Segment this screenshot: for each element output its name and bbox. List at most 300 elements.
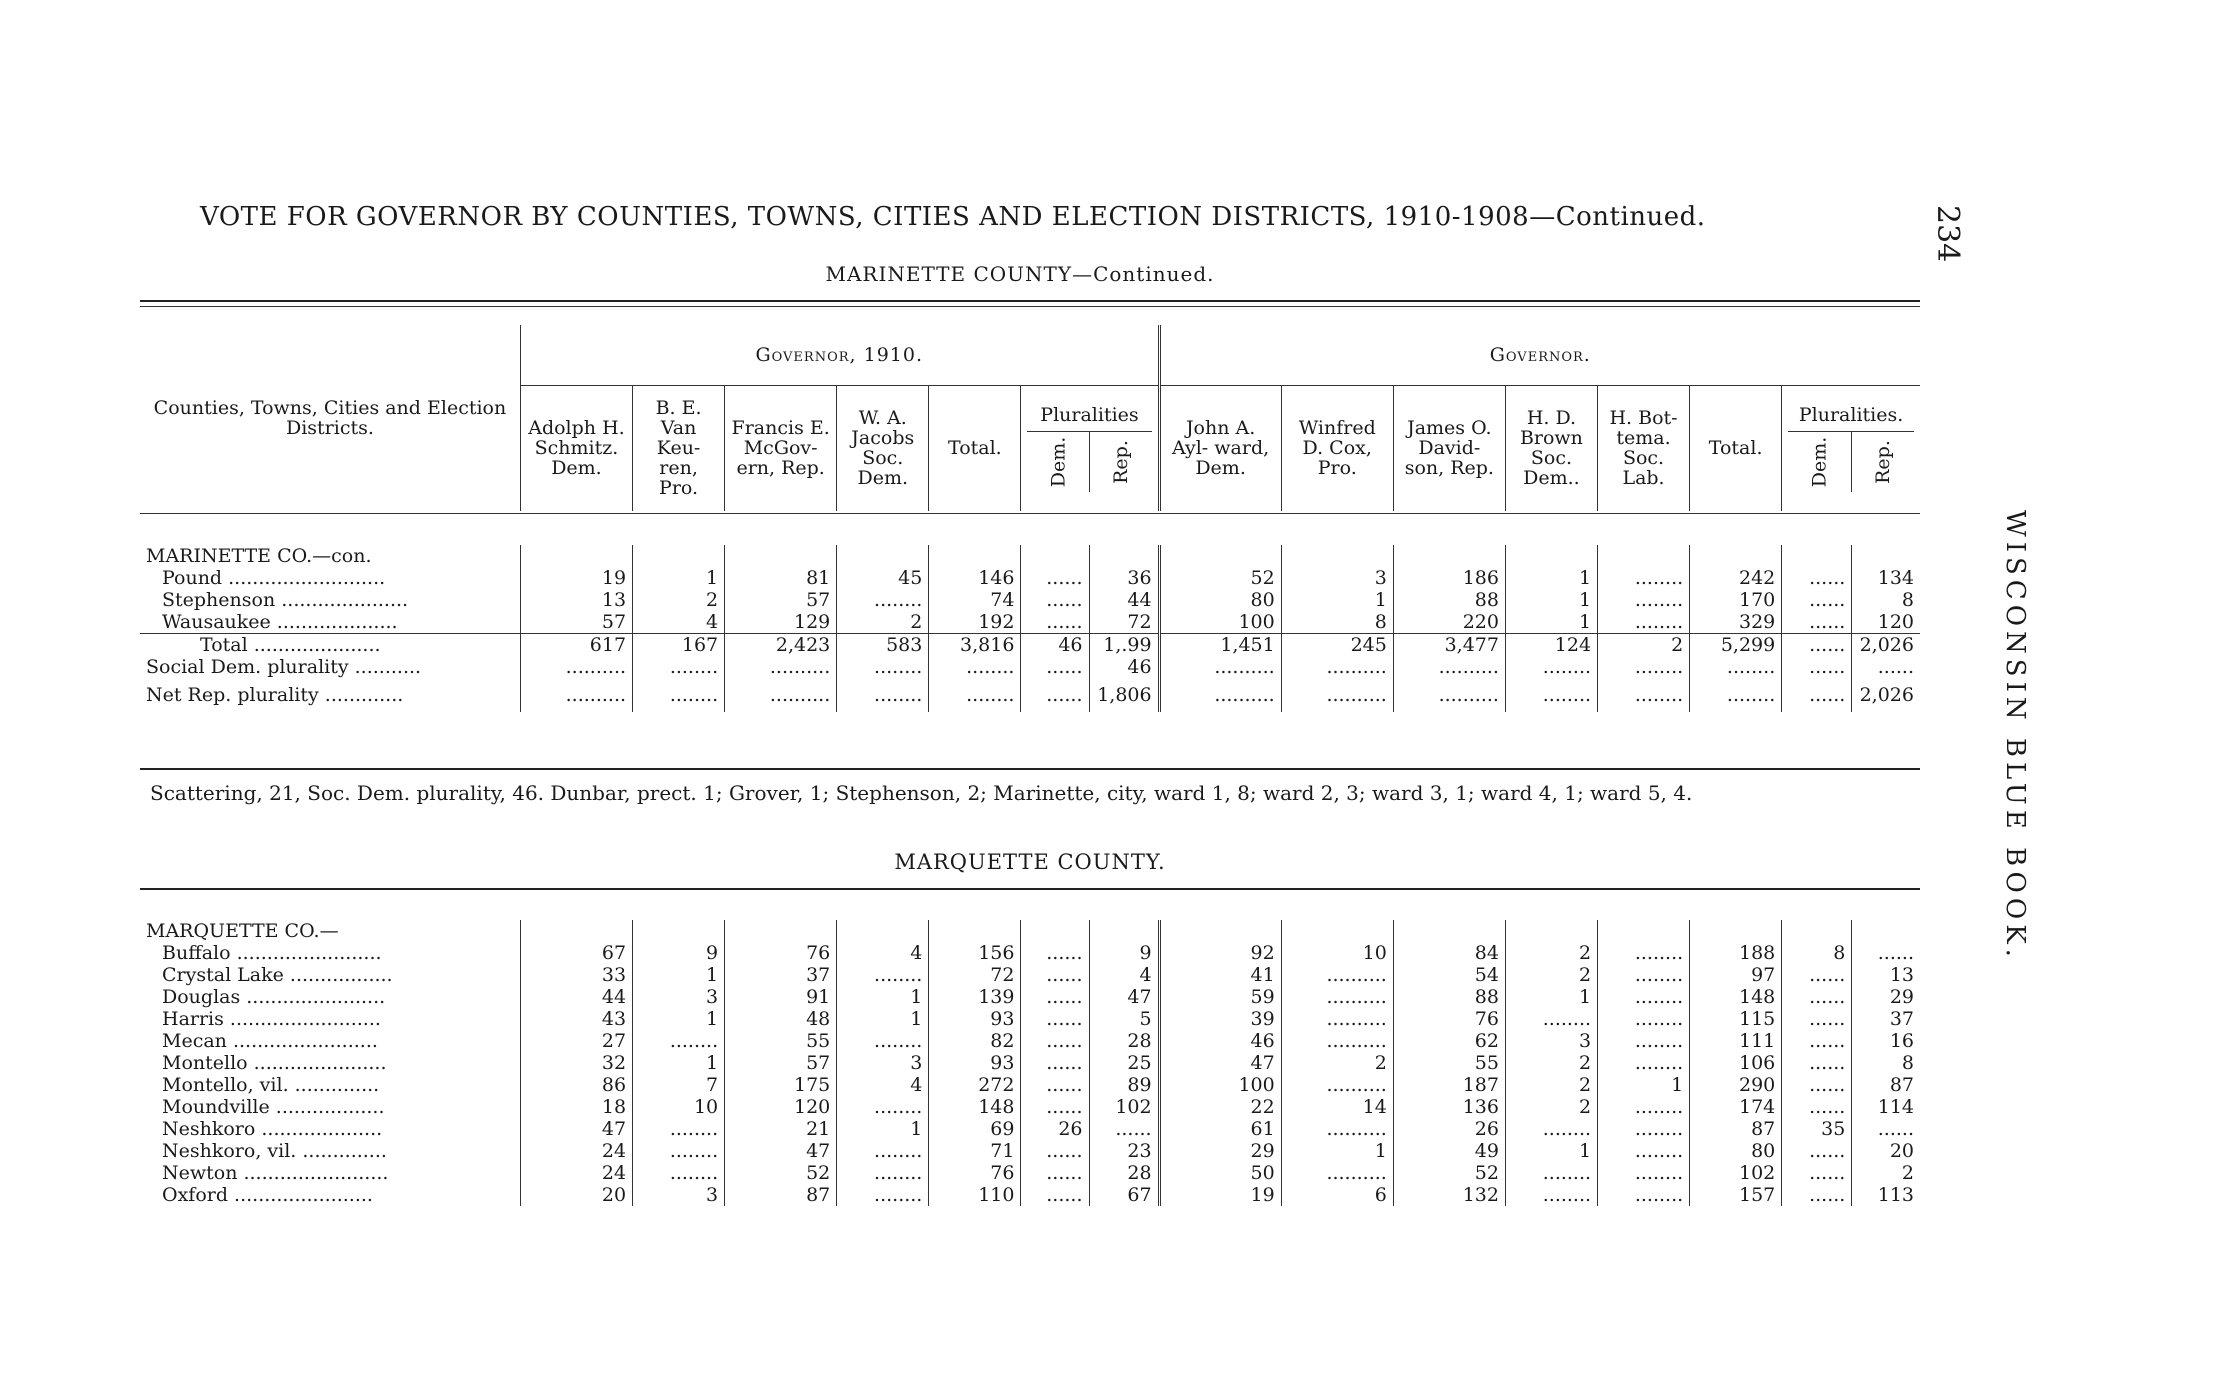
vote-cell: 47 bbox=[725, 1140, 837, 1162]
vote-cell: ........ bbox=[1690, 656, 1782, 678]
district-header: Counties, Towns, Cities and Election Districts. bbox=[153, 396, 507, 439]
vote-cell bbox=[837, 920, 929, 942]
vote-cell: 87 bbox=[725, 1184, 837, 1206]
vote-cell: 3,477 bbox=[1393, 634, 1505, 657]
vote-cell: .......... bbox=[1281, 986, 1393, 1008]
vote-cell: 4 bbox=[837, 1074, 929, 1096]
vote-cell: 48 bbox=[725, 1008, 837, 1030]
header-total-1908: Total. bbox=[1690, 386, 1782, 511]
vote-cell: 188 bbox=[1690, 942, 1782, 964]
vote-cell: ...... bbox=[1852, 656, 1920, 678]
vote-cell: 67 bbox=[520, 942, 632, 964]
header-schmitz: Adolph H. Schmitz. Dem. bbox=[520, 386, 632, 511]
vote-cell: 242 bbox=[1690, 567, 1782, 589]
vote-cell: 1 bbox=[1505, 589, 1597, 611]
vote-cell: 272 bbox=[929, 1074, 1021, 1096]
vote-cell: 120 bbox=[725, 1096, 837, 1118]
vote-cell: 10 bbox=[1281, 942, 1393, 964]
vote-cell: 37 bbox=[1852, 1008, 1920, 1030]
vote-cell: 8 bbox=[1852, 1052, 1920, 1074]
vote-cell bbox=[1505, 920, 1597, 942]
vote-cell: ...... bbox=[1021, 1052, 1089, 1074]
vote-cell: ...... bbox=[1782, 1074, 1852, 1096]
header-davidson: James O. David- son, Rep. bbox=[1393, 386, 1505, 511]
vote-cell: ........ bbox=[837, 1140, 929, 1162]
vote-cell: 3 bbox=[1281, 567, 1393, 589]
vote-cell: 1 bbox=[837, 1008, 929, 1030]
vote-cell bbox=[1598, 545, 1690, 567]
vote-cell: 80 bbox=[1690, 1140, 1782, 1162]
vote-cell: ...... bbox=[1782, 656, 1852, 678]
vote-cell: ........ bbox=[837, 656, 929, 678]
vote-cell bbox=[1089, 545, 1159, 567]
vote-cell: 148 bbox=[1690, 986, 1782, 1008]
vote-cell: 290 bbox=[1690, 1074, 1782, 1096]
vote-cell bbox=[520, 920, 632, 942]
vote-cell: 46 bbox=[1159, 1030, 1281, 1052]
vote-cell: 2,026 bbox=[1852, 678, 1920, 712]
vote-cell bbox=[1782, 545, 1852, 567]
vote-cell: ........ bbox=[1690, 678, 1782, 712]
vote-cell: 21 bbox=[725, 1118, 837, 1140]
district-name: Oxford ....................... bbox=[162, 1184, 373, 1206]
vote-cell: ........ bbox=[633, 1140, 725, 1162]
header-pluralities-1910 bbox=[1021, 386, 1159, 511]
vote-cell: 170 bbox=[1690, 589, 1782, 611]
vote-cell: ........ bbox=[837, 964, 929, 986]
district-name: Newton ........................ bbox=[162, 1162, 389, 1184]
vote-cell: 6 bbox=[1281, 1184, 1393, 1206]
vote-cell: ........ bbox=[633, 1118, 725, 1140]
vote-cell: ...... bbox=[1782, 1184, 1852, 1206]
vote-cell bbox=[1852, 920, 1920, 942]
vote-cell: 186 bbox=[1393, 567, 1505, 589]
vote-cell: 92 bbox=[1159, 942, 1281, 964]
vote-cell: ........ bbox=[1598, 1052, 1690, 1074]
vote-cell: 2 bbox=[1281, 1052, 1393, 1074]
governor-1910-header: Governor, 1910. bbox=[520, 325, 1159, 386]
running-head: WISCONSIN BLUE BOOK. bbox=[2000, 510, 2030, 962]
vote-cell: 72 bbox=[1089, 611, 1159, 634]
district-name: Mecan ........................ bbox=[162, 1030, 378, 1052]
mid-rule bbox=[140, 768, 1920, 770]
vote-cell: 2 bbox=[1505, 1052, 1597, 1074]
vote-cell: 167 bbox=[633, 634, 725, 657]
vote-cell: 61 bbox=[1159, 1118, 1281, 1140]
vote-cell: .......... bbox=[1281, 1030, 1393, 1052]
table-row bbox=[140, 920, 1920, 942]
vote-cell: ........ bbox=[837, 1162, 929, 1184]
vote-cell: 4 bbox=[633, 611, 725, 634]
vote-cell: 47 bbox=[1159, 1052, 1281, 1074]
vote-cell: ...... bbox=[1021, 986, 1089, 1008]
governor-1908-header: Governor. bbox=[1159, 325, 1920, 386]
vote-cell: 24 bbox=[520, 1140, 632, 1162]
vote-cell: 41 bbox=[1159, 964, 1281, 986]
vote-cell: ........ bbox=[1598, 1008, 1690, 1030]
vote-cell: 7 bbox=[633, 1074, 725, 1096]
page-number: 234 bbox=[1930, 205, 1965, 263]
vote-cell: 82 bbox=[929, 1030, 1021, 1052]
vote-cell: 71 bbox=[929, 1140, 1021, 1162]
vote-cell: 136 bbox=[1393, 1096, 1505, 1118]
vote-cell: 175 bbox=[725, 1074, 837, 1096]
vote-cell: 76 bbox=[1393, 1008, 1505, 1030]
district-name: Harris ......................... bbox=[162, 1008, 381, 1030]
vote-cell: 1 bbox=[1281, 589, 1393, 611]
vote-cell: 1 bbox=[633, 1052, 725, 1074]
vote-cell: ...... bbox=[1782, 611, 1852, 634]
vote-cell bbox=[633, 545, 725, 567]
vote-cell: 1 bbox=[633, 567, 725, 589]
vote-cell: 8 bbox=[1852, 589, 1920, 611]
vote-cell: 55 bbox=[725, 1030, 837, 1052]
page-title: VOTE FOR GOVERNOR BY COUNTIES, TOWNS, CITIES AND ELECTION DISTRICTS, 1910-1908—Continued. bbox=[200, 202, 1706, 232]
vote-cell: 102 bbox=[1089, 1096, 1159, 1118]
total-row bbox=[140, 656, 1920, 678]
vote-cell: ...... bbox=[1782, 1030, 1852, 1052]
header-cox: Winfred D. Cox, Pro. bbox=[1281, 386, 1393, 511]
vote-cell: 113 bbox=[1852, 1184, 1920, 1206]
vote-cell: ........ bbox=[929, 656, 1021, 678]
vote-cell: ........ bbox=[1505, 678, 1597, 712]
vote-cell: ...... bbox=[1021, 1074, 1089, 1096]
vote-cell bbox=[837, 545, 929, 567]
vote-cell bbox=[929, 920, 1021, 942]
vote-cell bbox=[929, 545, 1021, 567]
vote-cell: 88 bbox=[1393, 589, 1505, 611]
table-row bbox=[140, 1030, 1920, 1052]
vote-cell: ...... bbox=[1021, 942, 1089, 964]
vote-cell: 157 bbox=[1690, 1184, 1782, 1206]
header-pluralities-1908 bbox=[1782, 386, 1920, 511]
vote-cell: 93 bbox=[929, 1008, 1021, 1030]
vote-cell: 28 bbox=[1089, 1162, 1159, 1184]
vote-cell bbox=[725, 920, 837, 942]
table-row bbox=[140, 1008, 1920, 1030]
vote-cell: 1,806 bbox=[1089, 678, 1159, 712]
vote-cell: 39 bbox=[1159, 1008, 1281, 1030]
vote-cell: ...... bbox=[1782, 567, 1852, 589]
vote-cell: 29 bbox=[1852, 986, 1920, 1008]
vote-cell: 174 bbox=[1690, 1096, 1782, 1118]
vote-cell: 102 bbox=[1690, 1162, 1782, 1184]
vote-cell: 2 bbox=[1852, 1162, 1920, 1184]
vote-cell: 57 bbox=[520, 611, 632, 634]
vote-cell: 10 bbox=[633, 1096, 725, 1118]
vote-cell: ........ bbox=[1598, 964, 1690, 986]
district-name: Montello, vil. .............. bbox=[162, 1074, 380, 1096]
vote-cell: ........ bbox=[837, 1030, 929, 1052]
vote-cell bbox=[1021, 545, 1089, 567]
vote-cell: ...... bbox=[1782, 1162, 1852, 1184]
vote-cell: ...... bbox=[1782, 1008, 1852, 1030]
vote-cell: 45 bbox=[837, 567, 929, 589]
vote-cell: .......... bbox=[1159, 656, 1281, 678]
header-bottom-rule bbox=[140, 513, 1920, 514]
vote-cell: 88 bbox=[1393, 986, 1505, 1008]
vote-cell: 93 bbox=[929, 1052, 1021, 1074]
vote-cell: ........ bbox=[1505, 1008, 1597, 1030]
vote-cell: 57 bbox=[725, 1052, 837, 1074]
vote-cell: ........ bbox=[633, 1030, 725, 1052]
vote-cell: .......... bbox=[725, 678, 837, 712]
vote-cell: 3 bbox=[633, 986, 725, 1008]
vote-cell: ...... bbox=[1089, 1118, 1159, 1140]
vote-cell: 100 bbox=[1159, 1074, 1281, 1096]
vote-cell: 22 bbox=[1159, 1096, 1281, 1118]
vote-cell: 129 bbox=[725, 611, 837, 634]
marquette-table bbox=[140, 920, 1920, 1206]
vote-cell: 187 bbox=[1393, 1074, 1505, 1096]
vote-cell: 3 bbox=[633, 1184, 725, 1206]
vote-cell: 26 bbox=[1393, 1118, 1505, 1140]
vote-cell: 44 bbox=[520, 986, 632, 1008]
vote-cell: 20 bbox=[520, 1184, 632, 1206]
vote-cell bbox=[1089, 920, 1159, 942]
vote-cell: 100 bbox=[1159, 611, 1281, 634]
vote-cell: 3 bbox=[837, 1052, 929, 1074]
vote-cell: 46 bbox=[1089, 656, 1159, 678]
vote-cell: 32 bbox=[520, 1052, 632, 1074]
header-vankeuren: B. E. Van Keu- ren, Pro. bbox=[633, 386, 725, 511]
vote-cell: ........ bbox=[837, 1096, 929, 1118]
vote-cell: 1 bbox=[1505, 611, 1597, 634]
vote-cell: 2 bbox=[1505, 964, 1597, 986]
vote-cell: 2,026 bbox=[1852, 634, 1920, 657]
vote-cell: ...... bbox=[1021, 1096, 1089, 1118]
district-name: Pound .......................... bbox=[162, 567, 386, 589]
vote-cell: 19 bbox=[1159, 1184, 1281, 1206]
header-bottema: H. Bot- tema. Soc. Lab. bbox=[1597, 386, 1689, 511]
vote-cell: 24 bbox=[520, 1162, 632, 1184]
district-name: Douglas ....................... bbox=[162, 986, 386, 1008]
vote-cell: 9 bbox=[633, 942, 725, 964]
table-row bbox=[140, 545, 1920, 567]
vote-cell: 132 bbox=[1393, 1184, 1505, 1206]
vote-cell: 76 bbox=[725, 942, 837, 964]
vote-cell: 69 bbox=[929, 1118, 1021, 1140]
vote-cell: ...... bbox=[1021, 611, 1089, 634]
vote-cell: ........ bbox=[1505, 656, 1597, 678]
vote-cell: 84 bbox=[1393, 942, 1505, 964]
vote-cell: 1 bbox=[837, 986, 929, 1008]
vote-cell: .......... bbox=[520, 678, 632, 712]
vote-cell: 54 bbox=[1393, 964, 1505, 986]
vote-cell: 1 bbox=[633, 964, 725, 986]
vote-cell: 29 bbox=[1159, 1140, 1281, 1162]
vote-cell: ...... bbox=[1852, 1118, 1920, 1140]
vote-cell: ........ bbox=[837, 678, 929, 712]
vote-cell: 4 bbox=[837, 942, 929, 964]
vote-cell: ...... bbox=[1021, 1162, 1089, 1184]
vote-cell: 55 bbox=[1393, 1052, 1505, 1074]
vote-cell: 1 bbox=[837, 1118, 929, 1140]
district-name: Wausaukee .................... bbox=[162, 611, 398, 633]
vote-cell: 19 bbox=[520, 567, 632, 589]
district-name: Buffalo ........................ bbox=[162, 942, 382, 964]
vote-cell: 1 bbox=[1505, 986, 1597, 1008]
vote-cell: ...... bbox=[1852, 942, 1920, 964]
dem-plurality-label-1908: Dem. bbox=[1788, 432, 1851, 492]
vote-cell: ........ bbox=[1505, 1184, 1597, 1206]
header-jacobs: W. A. Jacobs Soc. Dem. bbox=[837, 386, 929, 511]
vote-cell: ........ bbox=[1598, 1184, 1690, 1206]
vote-cell: 18 bbox=[520, 1096, 632, 1118]
vote-cell bbox=[1598, 920, 1690, 942]
vote-cell: 2 bbox=[633, 589, 725, 611]
vote-cell bbox=[1281, 920, 1393, 942]
total-row bbox=[140, 678, 1920, 712]
vote-cell bbox=[1690, 545, 1782, 567]
vote-cell: 52 bbox=[725, 1162, 837, 1184]
vote-cell: 97 bbox=[1690, 964, 1782, 986]
vote-cell: 134 bbox=[1852, 567, 1920, 589]
vote-cell: ........ bbox=[1505, 1162, 1597, 1184]
vote-cell: ........ bbox=[633, 1162, 725, 1184]
vote-cell: 4 bbox=[1089, 964, 1159, 986]
vote-cell: .......... bbox=[1393, 678, 1505, 712]
vote-cell: ........ bbox=[1598, 567, 1690, 589]
district-name: Neshkoro, vil. .............. bbox=[162, 1140, 387, 1162]
vote-cell: 47 bbox=[520, 1118, 632, 1140]
header-table bbox=[140, 325, 1920, 511]
district-name: MARQUETTE CO.— bbox=[146, 920, 339, 942]
vote-cell: 1 bbox=[633, 1008, 725, 1030]
table-row bbox=[140, 1162, 1920, 1184]
vote-cell bbox=[725, 545, 837, 567]
vote-cell: ........ bbox=[1598, 1118, 1690, 1140]
scattering-note: Scattering, 21, Soc. Dem. plurality, 46. Dunbar, prect. 1; Grover, 1; Stephenson, 2; Marinette, city, ward 1, 8; ward 2, 3; ward 3, 1; ward 4, 1; ward 5, 4. bbox=[150, 781, 1693, 805]
vote-cell: 89 bbox=[1089, 1074, 1159, 1096]
vote-cell: .......... bbox=[1281, 1162, 1393, 1184]
vote-cell: 49 bbox=[1393, 1140, 1505, 1162]
vote-cell: 23 bbox=[1089, 1140, 1159, 1162]
district-name: Net Rep. plurality ............. bbox=[146, 684, 404, 706]
vote-cell: ...... bbox=[1021, 589, 1089, 611]
vote-cell: ........ bbox=[633, 678, 725, 712]
vote-cell: .......... bbox=[520, 656, 632, 678]
total-row bbox=[140, 634, 1920, 657]
vote-cell: 44 bbox=[1089, 589, 1159, 611]
marinette-table bbox=[140, 545, 1920, 712]
district-name: Neshkoro .................... bbox=[162, 1118, 383, 1140]
district-name: Stephenson ..................... bbox=[162, 589, 409, 611]
vote-cell: 1,451 bbox=[1159, 634, 1281, 657]
vote-cell bbox=[1852, 545, 1920, 567]
table-row bbox=[140, 611, 1920, 634]
vote-cell: 72 bbox=[929, 964, 1021, 986]
vote-cell: ........ bbox=[1505, 1118, 1597, 1140]
vote-cell: ...... bbox=[1782, 1140, 1852, 1162]
vote-cell: ........ bbox=[1598, 986, 1690, 1008]
vote-cell: ...... bbox=[1021, 1030, 1089, 1052]
vote-cell: 86 bbox=[520, 1074, 632, 1096]
table-row bbox=[140, 986, 1920, 1008]
vote-cell: 20 bbox=[1852, 1140, 1920, 1162]
vote-cell: 52 bbox=[1393, 1162, 1505, 1184]
vote-cell bbox=[633, 920, 725, 942]
district-name: MARINETTE CO.—con. bbox=[146, 545, 372, 567]
vote-cell: ........ bbox=[837, 589, 929, 611]
vote-cell: 33 bbox=[520, 964, 632, 986]
vote-cell: ...... bbox=[1021, 1184, 1089, 1206]
vote-cell: ........ bbox=[1598, 678, 1690, 712]
vote-cell: ...... bbox=[1021, 1008, 1089, 1030]
table-row bbox=[140, 942, 1920, 964]
vote-cell: 91 bbox=[725, 986, 837, 1008]
vote-cell: .......... bbox=[1281, 1008, 1393, 1030]
district-name: Crystal Lake ................. bbox=[162, 964, 393, 986]
vote-cell: 37 bbox=[725, 964, 837, 986]
vote-cell: 57 bbox=[725, 589, 837, 611]
marquette-rule bbox=[140, 888, 1920, 890]
vote-cell: 13 bbox=[520, 589, 632, 611]
vote-cell: ...... bbox=[1782, 1096, 1852, 1118]
vote-cell: ...... bbox=[1021, 1140, 1089, 1162]
top-rule bbox=[140, 300, 1920, 302]
table-row bbox=[140, 1184, 1920, 1206]
header-aylward: John A. Ayl- ward, Dem. bbox=[1159, 386, 1281, 511]
vote-cell: 106 bbox=[1690, 1052, 1782, 1074]
vote-cell: ........ bbox=[633, 656, 725, 678]
vote-cell: 35 bbox=[1782, 1118, 1852, 1140]
vote-cell bbox=[1393, 920, 1505, 942]
vote-cell: 110 bbox=[929, 1184, 1021, 1206]
vote-cell: 27 bbox=[520, 1030, 632, 1052]
vote-cell: ...... bbox=[1782, 634, 1852, 657]
vote-cell: 62 bbox=[1393, 1030, 1505, 1052]
district-name: Social Dem. plurality ........... bbox=[146, 656, 422, 678]
vote-cell: 8 bbox=[1281, 611, 1393, 634]
table-row bbox=[140, 589, 1920, 611]
vote-cell: 59 bbox=[1159, 986, 1281, 1008]
vote-cell: ...... bbox=[1782, 678, 1852, 712]
vote-cell: 87 bbox=[1852, 1074, 1920, 1096]
district-name: Moundville .................. bbox=[162, 1096, 385, 1118]
vote-cell bbox=[1159, 920, 1281, 942]
vote-cell: .......... bbox=[1281, 678, 1393, 712]
vote-cell: 46 bbox=[1021, 634, 1089, 657]
table-row bbox=[140, 1140, 1920, 1162]
vote-cell: ...... bbox=[1021, 656, 1089, 678]
vote-cell: 148 bbox=[929, 1096, 1021, 1118]
vote-cell: 67 bbox=[1089, 1184, 1159, 1206]
marquette-title: MARQUETTE COUNTY. bbox=[894, 850, 1166, 874]
vote-cell bbox=[1782, 920, 1852, 942]
vote-cell: ........ bbox=[1598, 656, 1690, 678]
vote-cell: 2 bbox=[1598, 634, 1690, 657]
top-rule-thin bbox=[140, 306, 1920, 307]
vote-cell bbox=[1021, 920, 1089, 942]
vote-cell: 146 bbox=[929, 567, 1021, 589]
vote-cell: 36 bbox=[1089, 567, 1159, 589]
vote-cell: .......... bbox=[1159, 678, 1281, 712]
vote-cell: ........ bbox=[837, 1184, 929, 1206]
vote-cell: ........ bbox=[929, 678, 1021, 712]
vote-cell: 1 bbox=[1281, 1140, 1393, 1162]
vote-cell: ........ bbox=[1598, 589, 1690, 611]
vote-cell: .......... bbox=[725, 656, 837, 678]
vote-cell: ........ bbox=[1598, 611, 1690, 634]
vote-cell: 87 bbox=[1690, 1118, 1782, 1140]
vote-cell: 5,299 bbox=[1690, 634, 1782, 657]
vote-cell: ........ bbox=[1598, 1162, 1690, 1184]
vote-cell: 47 bbox=[1089, 986, 1159, 1008]
vote-cell: ...... bbox=[1021, 964, 1089, 986]
vote-cell: 2 bbox=[1505, 1074, 1597, 1096]
vote-cell: 52 bbox=[1159, 567, 1281, 589]
